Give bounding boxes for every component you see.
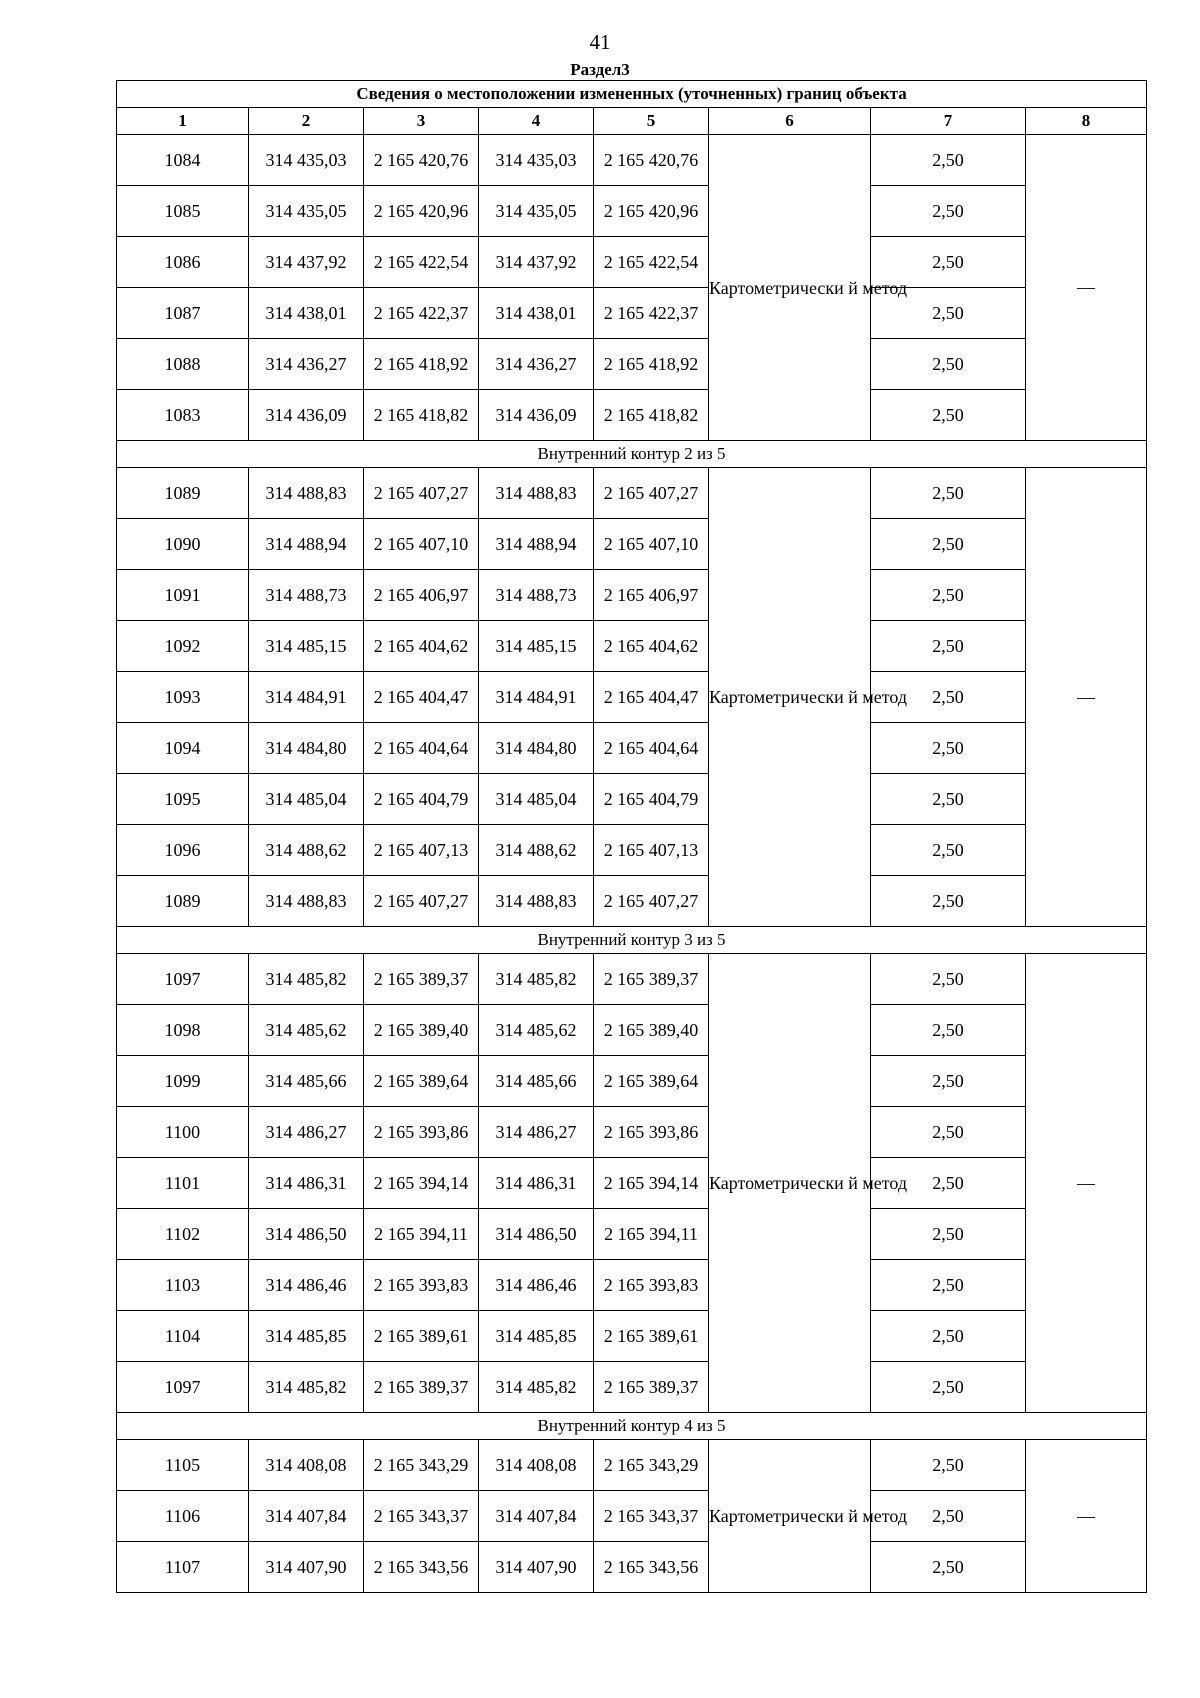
page-number: 41 bbox=[589, 30, 611, 54]
column-number: 2 bbox=[249, 108, 364, 135]
y-existing-cell: 2 165 407,13 bbox=[364, 825, 479, 876]
y-new-cell: 2 165 406,97 bbox=[594, 570, 709, 621]
table-row bbox=[117, 1491, 1147, 1542]
precision-cell: 2,50 bbox=[871, 468, 1026, 519]
y-existing-cell: 2 165 404,79 bbox=[364, 774, 479, 825]
y-new-cell: 2 165 418,82 bbox=[594, 390, 709, 441]
x-existing-cell: 314 435,05 bbox=[249, 186, 364, 237]
y-new-cell: 2 165 389,37 bbox=[594, 1362, 709, 1413]
x-existing-cell: 314 484,91 bbox=[249, 672, 364, 723]
x-new-cell: 314 407,90 bbox=[479, 1542, 594, 1593]
precision-cell: 2,50 bbox=[871, 390, 1026, 441]
point-number-cell: 1086 bbox=[117, 237, 249, 288]
y-existing-cell: 2 165 404,62 bbox=[364, 621, 479, 672]
x-existing-cell: 314 485,82 bbox=[249, 1362, 364, 1413]
point-number-cell: 1092 bbox=[117, 621, 249, 672]
y-new-cell: 2 165 343,56 bbox=[594, 1542, 709, 1593]
x-new-cell: 314 435,03 bbox=[479, 135, 594, 186]
precision-cell: 2,50 bbox=[871, 237, 1026, 288]
point-number-cell: 1085 bbox=[117, 186, 249, 237]
x-new-cell: 314 485,85 bbox=[479, 1311, 594, 1362]
point-number-cell: 1106 bbox=[117, 1491, 249, 1542]
x-new-cell: 314 485,82 bbox=[479, 1362, 594, 1413]
precision-cell: 2,50 bbox=[871, 774, 1026, 825]
table-row bbox=[117, 1362, 1147, 1413]
column-number: 3 bbox=[364, 108, 479, 135]
column-8-cell: — bbox=[1026, 468, 1147, 927]
x-new-cell: 314 488,94 bbox=[479, 519, 594, 570]
precision-cell: 2,50 bbox=[871, 1311, 1026, 1362]
column-8-cell: — bbox=[1026, 954, 1147, 1413]
table-row bbox=[117, 339, 1147, 390]
y-new-cell: 2 165 393,86 bbox=[594, 1107, 709, 1158]
x-new-cell: 314 488,83 bbox=[479, 468, 594, 519]
x-new-cell: 314 488,83 bbox=[479, 876, 594, 927]
column-number-row bbox=[117, 108, 1147, 135]
point-number-cell: 1097 bbox=[117, 954, 249, 1005]
y-new-cell: 2 165 404,47 bbox=[594, 672, 709, 723]
table-row bbox=[117, 876, 1147, 927]
x-existing-cell: 314 437,92 bbox=[249, 237, 364, 288]
precision-cell: 2,50 bbox=[871, 1005, 1026, 1056]
point-number-cell: 1103 bbox=[117, 1260, 249, 1311]
y-new-cell: 2 165 394,14 bbox=[594, 1158, 709, 1209]
table-row bbox=[117, 1542, 1147, 1593]
y-new-cell: 2 165 420,96 bbox=[594, 186, 709, 237]
y-new-cell: 2 165 407,10 bbox=[594, 519, 709, 570]
precision-cell: 2,50 bbox=[871, 621, 1026, 672]
table-row bbox=[117, 390, 1147, 441]
column-number: 5 bbox=[594, 108, 709, 135]
table-row bbox=[117, 621, 1147, 672]
precision-cell: 2,50 bbox=[871, 1209, 1026, 1260]
y-new-cell: 2 165 394,11 bbox=[594, 1209, 709, 1260]
table-row bbox=[117, 1107, 1147, 1158]
table-body bbox=[117, 135, 1147, 1593]
y-new-cell: 2 165 407,13 bbox=[594, 825, 709, 876]
x-new-cell: 314 437,92 bbox=[479, 237, 594, 288]
precision-cell: 2,50 bbox=[871, 1260, 1026, 1311]
y-new-cell: 2 165 404,79 bbox=[594, 774, 709, 825]
contour-label: Внутренний контур 3 из 5 bbox=[117, 927, 1147, 954]
section-title: Раздел3 bbox=[570, 60, 630, 79]
y-new-cell: 2 165 343,37 bbox=[594, 1491, 709, 1542]
point-number-cell: 1089 bbox=[117, 468, 249, 519]
method-cell: Картометрически й метод bbox=[709, 135, 871, 441]
precision-cell: 2,50 bbox=[871, 288, 1026, 339]
y-existing-cell: 2 165 343,37 bbox=[364, 1491, 479, 1542]
y-existing-cell: 2 165 404,47 bbox=[364, 672, 479, 723]
y-existing-cell: 2 165 422,54 bbox=[364, 237, 479, 288]
x-new-cell: 314 486,31 bbox=[479, 1158, 594, 1209]
point-number-cell: 1100 bbox=[117, 1107, 249, 1158]
y-existing-cell: 2 165 343,56 bbox=[364, 1542, 479, 1593]
table-row bbox=[117, 570, 1147, 621]
point-number-cell: 1094 bbox=[117, 723, 249, 774]
x-existing-cell: 314 488,83 bbox=[249, 876, 364, 927]
point-number-cell: 1097 bbox=[117, 1362, 249, 1413]
precision-cell: 2,50 bbox=[871, 1491, 1026, 1542]
table-row bbox=[117, 1209, 1147, 1260]
y-new-cell: 2 165 389,64 bbox=[594, 1056, 709, 1107]
y-existing-cell: 2 165 406,97 bbox=[364, 570, 479, 621]
x-existing-cell: 314 486,50 bbox=[249, 1209, 364, 1260]
x-existing-cell: 314 488,73 bbox=[249, 570, 364, 621]
x-existing-cell: 314 485,15 bbox=[249, 621, 364, 672]
x-existing-cell: 314 488,62 bbox=[249, 825, 364, 876]
contour-label: Внутренний контур 4 из 5 bbox=[117, 1413, 1147, 1440]
point-number-cell: 1096 bbox=[117, 825, 249, 876]
x-existing-cell: 314 486,31 bbox=[249, 1158, 364, 1209]
table-row bbox=[117, 288, 1147, 339]
table-row bbox=[117, 774, 1147, 825]
precision-cell: 2,50 bbox=[871, 723, 1026, 774]
table-row bbox=[117, 954, 1147, 1005]
x-new-cell: 314 484,80 bbox=[479, 723, 594, 774]
boundary-coordinates-table bbox=[116, 80, 1147, 1593]
point-number-cell: 1102 bbox=[117, 1209, 249, 1260]
y-new-cell: 2 165 422,37 bbox=[594, 288, 709, 339]
y-existing-cell: 2 165 389,37 bbox=[364, 954, 479, 1005]
point-number-cell: 1099 bbox=[117, 1056, 249, 1107]
column-number: 4 bbox=[479, 108, 594, 135]
precision-cell: 2,50 bbox=[871, 1107, 1026, 1158]
x-new-cell: 314 436,27 bbox=[479, 339, 594, 390]
contour-label: Внутренний контур 2 из 5 bbox=[117, 441, 1147, 468]
table-row bbox=[117, 672, 1147, 723]
y-existing-cell: 2 165 394,11 bbox=[364, 1209, 479, 1260]
y-existing-cell: 2 165 420,76 bbox=[364, 135, 479, 186]
x-existing-cell: 314 407,84 bbox=[249, 1491, 364, 1542]
y-new-cell: 2 165 407,27 bbox=[594, 468, 709, 519]
y-new-cell: 2 165 343,29 bbox=[594, 1440, 709, 1491]
precision-cell: 2,50 bbox=[871, 339, 1026, 390]
table-row bbox=[117, 1056, 1147, 1107]
point-number-cell: 1087 bbox=[117, 288, 249, 339]
y-new-cell: 2 165 393,83 bbox=[594, 1260, 709, 1311]
y-existing-cell: 2 165 422,37 bbox=[364, 288, 479, 339]
x-existing-cell: 314 408,08 bbox=[249, 1440, 364, 1491]
column-number: 8 bbox=[1026, 108, 1147, 135]
precision-cell: 2,50 bbox=[871, 570, 1026, 621]
point-number-cell: 1083 bbox=[117, 390, 249, 441]
y-existing-cell: 2 165 389,64 bbox=[364, 1056, 479, 1107]
point-number-cell: 1089 bbox=[117, 876, 249, 927]
precision-cell: 2,50 bbox=[871, 135, 1026, 186]
table-row bbox=[117, 186, 1147, 237]
y-new-cell: 2 165 404,62 bbox=[594, 621, 709, 672]
table-row bbox=[117, 135, 1147, 186]
y-new-cell: 2 165 389,61 bbox=[594, 1311, 709, 1362]
x-existing-cell: 314 485,85 bbox=[249, 1311, 364, 1362]
x-existing-cell: 314 486,46 bbox=[249, 1260, 364, 1311]
y-existing-cell: 2 165 407,27 bbox=[364, 468, 479, 519]
table-row bbox=[117, 519, 1147, 570]
point-number-cell: 1107 bbox=[117, 1542, 249, 1593]
x-existing-cell: 314 436,27 bbox=[249, 339, 364, 390]
x-existing-cell: 314 484,80 bbox=[249, 723, 364, 774]
column-number: 1 bbox=[117, 108, 249, 135]
x-new-cell: 314 435,05 bbox=[479, 186, 594, 237]
x-existing-cell: 314 485,04 bbox=[249, 774, 364, 825]
precision-cell: 2,50 bbox=[871, 1542, 1026, 1593]
x-new-cell: 314 486,50 bbox=[479, 1209, 594, 1260]
x-new-cell: 314 436,09 bbox=[479, 390, 594, 441]
y-existing-cell: 2 165 389,61 bbox=[364, 1311, 479, 1362]
precision-cell: 2,50 bbox=[871, 1362, 1026, 1413]
contour-label-row bbox=[117, 441, 1147, 468]
y-new-cell: 2 165 404,64 bbox=[594, 723, 709, 774]
x-new-cell: 314 485,62 bbox=[479, 1005, 594, 1056]
x-new-cell: 314 438,01 bbox=[479, 288, 594, 339]
point-number-cell: 1104 bbox=[117, 1311, 249, 1362]
y-existing-cell: 2 165 393,86 bbox=[364, 1107, 479, 1158]
x-new-cell: 314 488,73 bbox=[479, 570, 594, 621]
y-existing-cell: 2 165 404,64 bbox=[364, 723, 479, 774]
column-number: 7 bbox=[871, 108, 1026, 135]
contour-label-row bbox=[117, 1413, 1147, 1440]
x-existing-cell: 314 485,66 bbox=[249, 1056, 364, 1107]
precision-cell: 2,50 bbox=[871, 519, 1026, 570]
x-new-cell: 314 488,62 bbox=[479, 825, 594, 876]
y-existing-cell: 2 165 418,82 bbox=[364, 390, 479, 441]
precision-cell: 2,50 bbox=[871, 954, 1026, 1005]
table-row bbox=[117, 1440, 1147, 1491]
table-row bbox=[117, 723, 1147, 774]
y-existing-cell: 2 165 393,83 bbox=[364, 1260, 479, 1311]
y-new-cell: 2 165 407,27 bbox=[594, 876, 709, 927]
x-new-cell: 314 407,84 bbox=[479, 1491, 594, 1542]
x-new-cell: 314 486,46 bbox=[479, 1260, 594, 1311]
table-row bbox=[117, 1158, 1147, 1209]
precision-cell: 2,50 bbox=[871, 672, 1026, 723]
y-existing-cell: 2 165 420,96 bbox=[364, 186, 479, 237]
x-new-cell: 314 485,15 bbox=[479, 621, 594, 672]
x-existing-cell: 314 407,90 bbox=[249, 1542, 364, 1593]
column-number: 6 bbox=[709, 108, 871, 135]
x-existing-cell: 314 438,01 bbox=[249, 288, 364, 339]
point-number-cell: 1088 bbox=[117, 339, 249, 390]
point-number-cell: 1105 bbox=[117, 1440, 249, 1491]
precision-cell: 2,50 bbox=[871, 1440, 1026, 1491]
table-row bbox=[117, 1311, 1147, 1362]
table-row bbox=[117, 468, 1147, 519]
x-new-cell: 314 485,82 bbox=[479, 954, 594, 1005]
x-new-cell: 314 484,91 bbox=[479, 672, 594, 723]
method-cell: Картометрически й метод bbox=[709, 1440, 871, 1593]
y-existing-cell: 2 165 418,92 bbox=[364, 339, 479, 390]
x-new-cell: 314 486,27 bbox=[479, 1107, 594, 1158]
column-8-cell: — bbox=[1026, 1440, 1147, 1593]
x-existing-cell: 314 488,94 bbox=[249, 519, 364, 570]
y-existing-cell: 2 165 407,27 bbox=[364, 876, 479, 927]
table-row bbox=[117, 237, 1147, 288]
y-new-cell: 2 165 418,92 bbox=[594, 339, 709, 390]
x-existing-cell: 314 485,62 bbox=[249, 1005, 364, 1056]
point-number-cell: 1095 bbox=[117, 774, 249, 825]
x-existing-cell: 314 436,09 bbox=[249, 390, 364, 441]
y-existing-cell: 2 165 407,10 bbox=[364, 519, 479, 570]
table-row bbox=[117, 825, 1147, 876]
y-existing-cell: 2 165 343,29 bbox=[364, 1440, 479, 1491]
point-number-cell: 1101 bbox=[117, 1158, 249, 1209]
x-existing-cell: 314 486,27 bbox=[249, 1107, 364, 1158]
precision-cell: 2,50 bbox=[871, 1158, 1026, 1209]
y-existing-cell: 2 165 389,37 bbox=[364, 1362, 479, 1413]
y-new-cell: 2 165 422,54 bbox=[594, 237, 709, 288]
y-new-cell: 2 165 389,40 bbox=[594, 1005, 709, 1056]
precision-cell: 2,50 bbox=[871, 1056, 1026, 1107]
point-number-cell: 1098 bbox=[117, 1005, 249, 1056]
x-existing-cell: 314 435,03 bbox=[249, 135, 364, 186]
y-existing-cell: 2 165 389,40 bbox=[364, 1005, 479, 1056]
x-new-cell: 314 408,08 bbox=[479, 1440, 594, 1491]
contour-label-row bbox=[117, 927, 1147, 954]
y-new-cell: 2 165 389,37 bbox=[594, 954, 709, 1005]
table-row bbox=[117, 1260, 1147, 1311]
x-existing-cell: 314 485,82 bbox=[249, 954, 364, 1005]
method-cell: Картометрически й метод bbox=[709, 954, 871, 1413]
table-row bbox=[117, 1005, 1147, 1056]
x-existing-cell: 314 488,83 bbox=[249, 468, 364, 519]
point-number-cell: 1091 bbox=[117, 570, 249, 621]
x-new-cell: 314 485,04 bbox=[479, 774, 594, 825]
method-cell: Картометрически й метод bbox=[709, 468, 871, 927]
precision-cell: 2,50 bbox=[871, 876, 1026, 927]
precision-cell: 2,50 bbox=[871, 825, 1026, 876]
point-number-cell: 1090 bbox=[117, 519, 249, 570]
point-number-cell: 1093 bbox=[117, 672, 249, 723]
table-title: Сведения о местоположении измененных (уточненных) границ объекта bbox=[117, 81, 1147, 108]
precision-cell: 2,50 bbox=[871, 186, 1026, 237]
column-8-cell: — bbox=[1026, 135, 1147, 441]
y-new-cell: 2 165 420,76 bbox=[594, 135, 709, 186]
point-number-cell: 1084 bbox=[117, 135, 249, 186]
y-existing-cell: 2 165 394,14 bbox=[364, 1158, 479, 1209]
x-new-cell: 314 485,66 bbox=[479, 1056, 594, 1107]
